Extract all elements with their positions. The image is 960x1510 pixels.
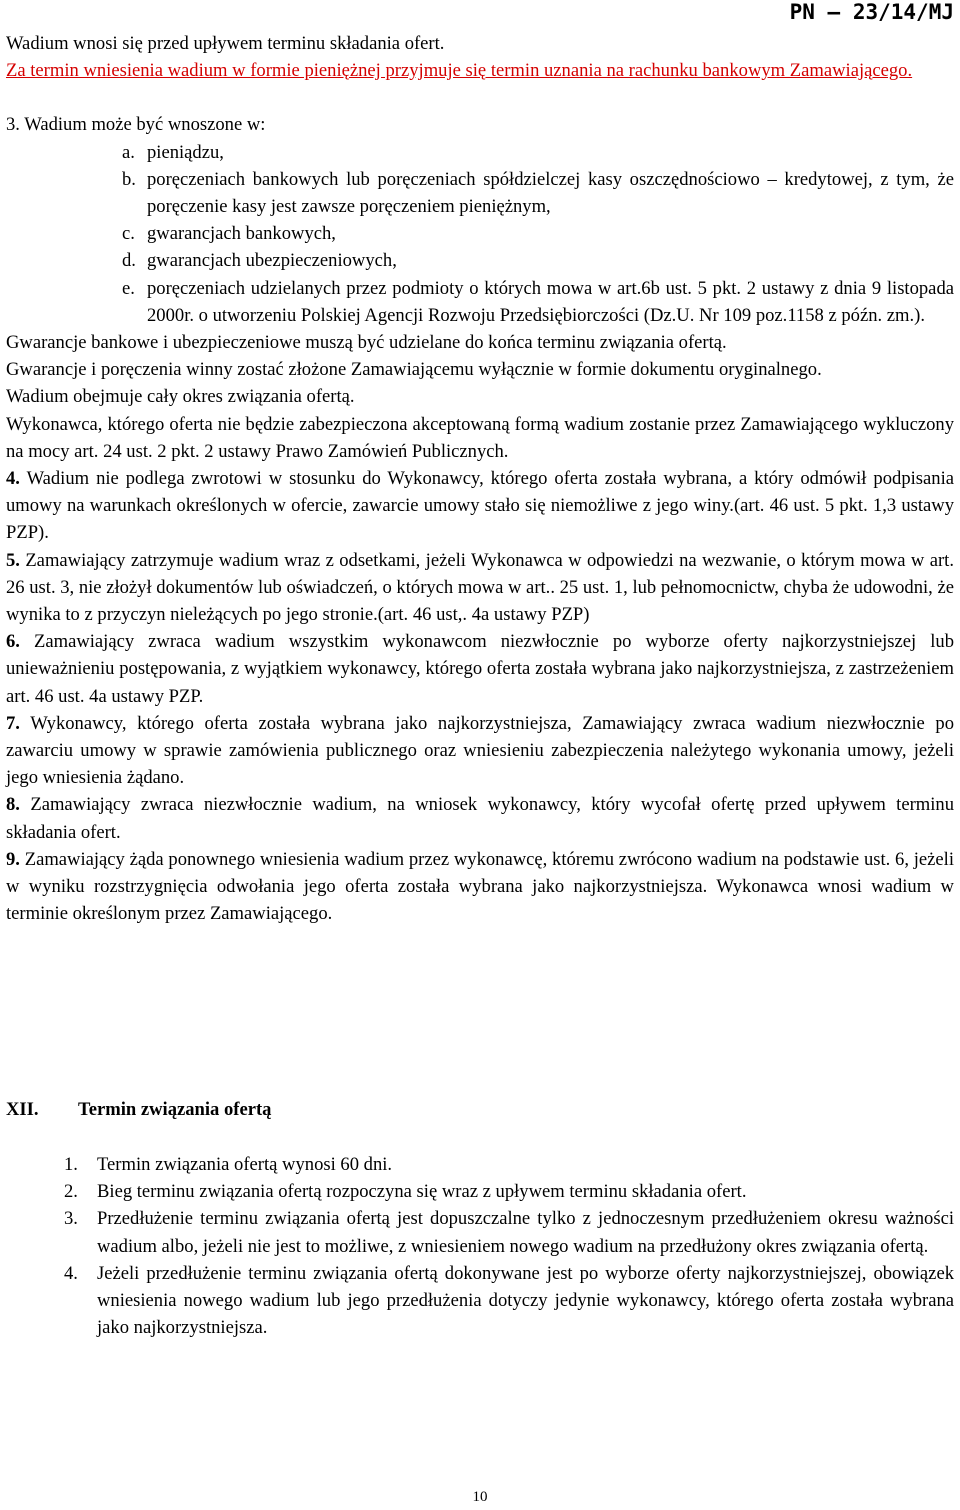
list-item-text: poręczeniach udzielanych przez podmioty o których mowa w art.6b ust. 5 pkt. 2 ustawy z dnia 9 listopada 2000r. o utworzeniu Polskiej Agencji Rozwoju Przedsiębiorczości (Dz.U. Nr 109 poz.1158 z późn. zm.). bbox=[147, 277, 954, 326]
paragraph-number: 4. bbox=[6, 468, 20, 490]
list-marker: e. bbox=[122, 277, 135, 299]
list-item-text: gwarancjach bankowych, bbox=[147, 223, 336, 245]
paragraph-text: Zamawiający zwraca wadium wszystkim wykonawcom niezwłocznie po wyborze oferty najkorzystniejszej lub unieważnieniu postępowania, z wyjątkiem wykonawcy, którego oferta została wybrana jako najkorzystniejsza, z zastrzeżeniem art. 46 ust. 4a ustawy PZP. bbox=[6, 631, 954, 707]
list-marker: a. bbox=[122, 141, 135, 163]
paragraph-text: Wadium nie podlega zwrotowi w stosunku do Wykonawcy, którego oferta została wybrana, a który odmówił podpisania umowy na warunkach określonych w ofercie, zawarcie umowy stało się niemożliwe z jego winy.(art. 46 ust. 5 pkt. 1,3 ustawy PZP). bbox=[6, 468, 954, 544]
numbered-paragraph bbox=[6, 465, 954, 547]
list-item bbox=[6, 139, 954, 166]
list-marker: c. bbox=[122, 223, 135, 245]
list-item bbox=[6, 166, 954, 220]
list-item-text: Przedłużenie terminu związania ofertą jest dopuszczalne tylko z jednoczesnym przedłużeniem okresu ważności wadium albo, jeżeli nie jest to możliwe, z wniesieniem nowego wadium na przedłużony okres związania ofertą. bbox=[97, 1208, 954, 1257]
list-item-text: Jeżeli przedłużenie terminu związania ofertą dokonywane jest po wyborze oferty najkorzystniejszej, obowiązek wniesienia nowego wadium lub jego przedłużenia dotyczy jedynie wykonawcy, którego oferta została wybrana jako najkorzystniejsza. bbox=[97, 1262, 954, 1339]
numbered-paragraph bbox=[6, 846, 954, 928]
list-marker: 1. bbox=[64, 1154, 78, 1175]
main-text bbox=[6, 30, 954, 928]
document-code: PN – 23/14/MJ bbox=[789, 0, 954, 24]
paragraph: Wadium obejmuje cały okres związania ofertą. bbox=[6, 386, 355, 408]
list-item-text: poręczeniach bankowych lub poręczeniach spółdzielczej kasy oszczędnościowo – kredytowej, z tym, że poręczenie kasy jest zawsze poręczeniem pieniężnym, bbox=[147, 168, 954, 218]
paragraph: Wykonawca, którego oferta nie będzie zabezpieczona akceptowaną formą wadium zostanie przez Zamawiającego wykluczony na mocy art. 24 ust. 2 pkt. 2 ustawy Prawo Zamówień Publicznych. bbox=[6, 413, 954, 462]
paragraph-text: Zamawiający żąda ponownego wniesienia wadium przez wykonawcę, któremu zwrócono wadium na podstawie ust. 6, jeżeli w wyniku rozstrzygnięcia odwołania jego oferta została wybrana jako najkorzystniejsza. Wykonawca wnosi wadium w terminie określonym przez Zamawiającego. bbox=[6, 848, 954, 925]
paragraph-text: Zamawiający zatrzymuje wadium wraz z odsetkami, jeżeli Wykonawca w odpowiedzi na wezwanie, o którym mowa w art. 26 ust. 3, nie złożył dokumentów lub oświadczeń, o których mowa w art.. 25 ust. 1, lub pełnomocnictw, chyba że udowodni, że wynika to z przyczyn nieleżących po jego stronie.(art. 46 ust,. 4a ustawy PZP) bbox=[6, 549, 954, 626]
intro-red-text: Za termin wniesienia wadium w formie pieniężnej przyjmuje się termin uznania na rachunku bankowym Zamawiającego. bbox=[6, 60, 913, 82]
list-marker: 2. bbox=[64, 1181, 78, 1203]
section-heading bbox=[6, 1096, 271, 1123]
list-item-text: gwarancjach ubezpieczeniowych, bbox=[147, 250, 397, 272]
list-item bbox=[6, 1151, 954, 1178]
paragraph: Gwarancje bankowe i ubezpieczeniowe muszą być udzielane do końca terminu związania ofertą. bbox=[6, 332, 727, 354]
point-3-list bbox=[6, 139, 954, 329]
paragraph-number: 7. bbox=[6, 712, 20, 734]
spacer bbox=[6, 84, 954, 111]
list-marker: 4. bbox=[64, 1262, 78, 1284]
list-marker: 3. bbox=[64, 1208, 78, 1230]
section-number: XII. bbox=[6, 1099, 39, 1120]
list-marker: d. bbox=[122, 250, 136, 272]
page-number: 10 bbox=[472, 1489, 488, 1505]
list-item-text: Bieg terminu związania ofertą rozpoczyna się wraz z upływem terminu składania ofert. bbox=[97, 1181, 747, 1203]
paragraph-number: 8. bbox=[6, 794, 20, 816]
list-item bbox=[6, 220, 954, 247]
list-item-text: pieniądzu, bbox=[147, 141, 224, 163]
list-item bbox=[6, 1205, 954, 1259]
paragraph: Gwarancje i poręczenia winny zostać złożone Zamawiającemu wyłącznie w formie dokumentu oryginalnego. bbox=[6, 359, 822, 381]
list-marker: b. bbox=[122, 168, 136, 190]
list-item bbox=[6, 1260, 954, 1342]
list-item bbox=[6, 275, 954, 329]
paragraph-text: Zamawiający zwraca niezwłocznie wadium, na wniosek wykonawcy, który wycofał ofertę przed upływem terminu składania ofert. bbox=[6, 794, 954, 843]
list-item bbox=[6, 247, 954, 274]
numbered-paragraph bbox=[6, 710, 954, 792]
paragraph-number: 9. bbox=[6, 848, 20, 870]
paragraph-number: 6. bbox=[6, 631, 20, 653]
list-item-text: Termin związania ofertą wynosi 60 dni. bbox=[97, 1154, 393, 1175]
paragraph-text: Wykonawcy, którego oferta została wybrana jako najkorzystniejsza, Zamawiający zwraca wadium niezwłocznie po zawarciu umowy w sprawie zamówienia publicznego oraz wniesieniu zabezpieczenia należytego wykonania umowy, jeżeli jego wniesienia żądano. bbox=[6, 712, 954, 789]
point-3-head: 3. Wadium może być wnoszone w: bbox=[6, 114, 266, 136]
section-title: Termin związania ofertą bbox=[78, 1099, 272, 1120]
numbered-paragraph bbox=[6, 791, 954, 845]
paragraph-number: 5. bbox=[6, 549, 20, 571]
section-list bbox=[6, 1151, 954, 1341]
numbered-paragraph bbox=[6, 628, 954, 710]
numbered-paragraph bbox=[6, 547, 954, 629]
list-item bbox=[6, 1178, 954, 1205]
intro-line: Wadium wnosi się przed upływem terminu składania ofert. bbox=[6, 33, 445, 54]
